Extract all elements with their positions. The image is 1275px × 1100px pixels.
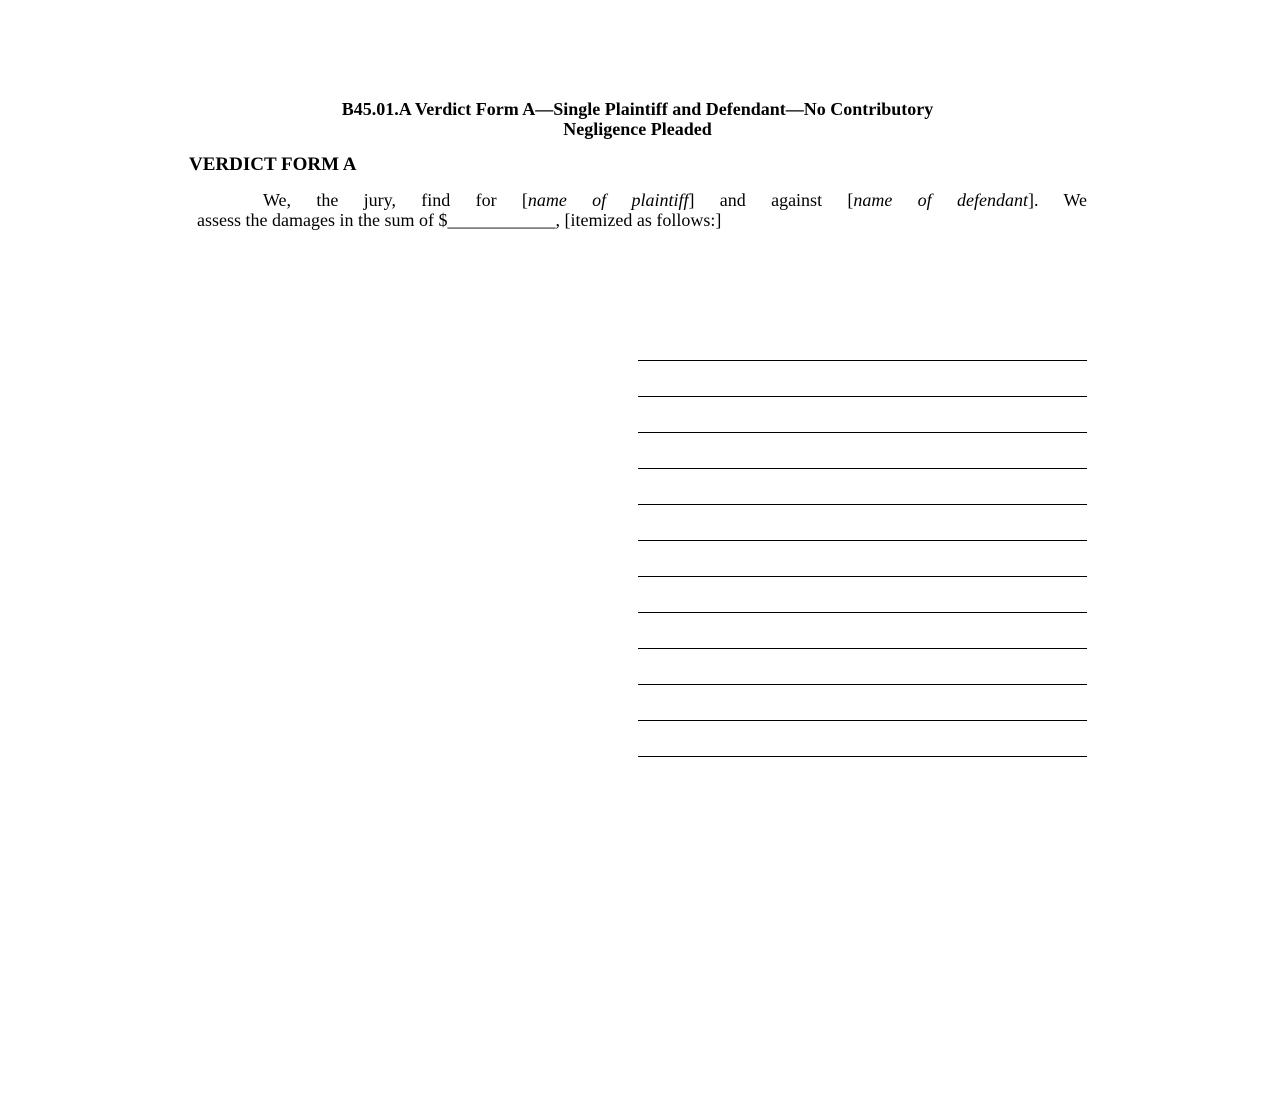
itemized-blank-line: [638, 540, 1087, 541]
verdict-paragraph-line2: assess the damages in the sum of $____________, [itemized as follows:]: [197, 210, 722, 230]
itemized-blank-line: [638, 684, 1087, 685]
defendant-name-placeholder: name of defendant: [853, 190, 1028, 210]
verdict-paragraph: [197, 190, 1087, 230]
itemized-blank-line: [638, 648, 1087, 649]
itemized-blank-line: [638, 576, 1087, 577]
verdict-paragraph-line1: [197, 190, 1087, 210]
form-title: [190, 99, 1085, 139]
itemized-blank-line: [638, 468, 1087, 469]
form-title-line2: Negligence Pleaded: [563, 119, 712, 139]
itemized-blank-line: [638, 756, 1087, 757]
itemized-blank-line: [638, 504, 1087, 505]
verdict-text-segment: ] and against [: [688, 190, 854, 210]
itemized-blank-line: [638, 720, 1087, 721]
itemized-blank-line: [638, 396, 1087, 397]
plaintiff-name-placeholder: name of plaintiff: [527, 190, 689, 210]
itemized-blank-line: [638, 360, 1087, 361]
itemized-blank-line: [638, 612, 1087, 613]
itemized-blank-line: [638, 432, 1087, 433]
form-title-line1: B45.01.A Verdict Form A—Single Plaintiff and Defendant—No Contributory: [341, 99, 934, 119]
verdict-form-heading: VERDICT FORM A: [189, 154, 357, 175]
verdict-text-segment: ]. We: [1027, 190, 1087, 210]
verdict-text-segment: We, the jury, find for [: [263, 190, 528, 210]
